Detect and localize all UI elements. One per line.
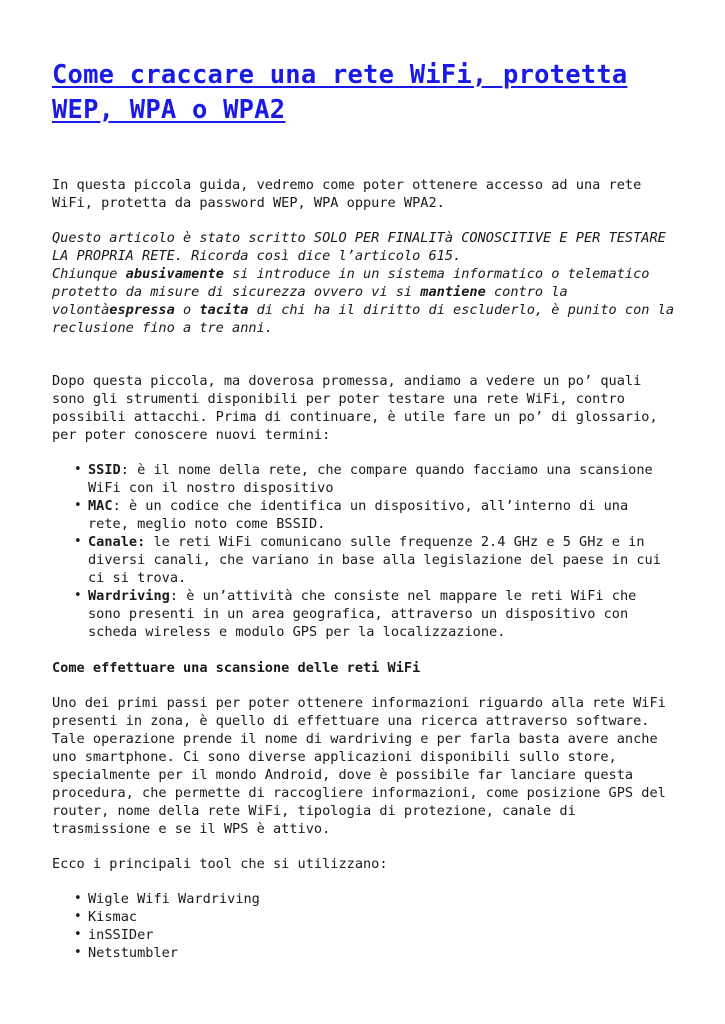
bullet-icon: • <box>74 534 82 549</box>
tools-list <box>52 890 677 962</box>
glossary-list <box>52 461 677 641</box>
bullet-icon: • <box>74 588 82 603</box>
glossary-separator: : <box>120 462 138 478</box>
disclaimer-emphasis: tacita <box>199 302 249 318</box>
tool-name: inSSIDer <box>88 927 154 943</box>
glossary-item <box>52 461 677 497</box>
glossary-description: è il nome della rete, che compare quando facciamo una scansione WiFi con il nostro dispositivo <box>88 462 653 496</box>
article-title-link[interactable]: Come craccare una rete WiFi, protetta WEP, WPA o WPA2 <box>52 60 628 125</box>
scan-paragraph: Uno dei primi passi per poter ottenere informazioni riguardo alla rete WiFi presenti in zona, è quello di effettuare una ricerca attraverso software. Tale operazione prende il nome di wardriving e per farla basta avere anche uno smartphone. Ci sono diverse applicazioni disponibili sullo store, specialmente per il mondo Android, dove è possibile far lanciare questa procedura, che permette di raccogliere informazioni, come posizione GPS del router, nome della rete WiFi, tipologia di protezione, canale di trasmissione e se il WPS è attivo. <box>52 695 666 837</box>
disclaimer-text: si introduce in un sistema informatico o telematico protetto da misure di sicurezza ovvero vi si <box>52 266 650 300</box>
glossary-term: MAC <box>88 498 113 514</box>
disclaimer-emphasis: mantiene <box>420 284 486 300</box>
article-body <box>52 176 677 980</box>
disclaimer-text: di chi ha il diritto di escluderlo, è punito con la reclusione fino a tre anni. <box>52 302 675 336</box>
disclaimer-text: o <box>174 302 200 318</box>
bullet-icon: • <box>74 927 82 942</box>
tool-item <box>52 926 677 944</box>
glossary-separator: : <box>112 498 129 514</box>
disclaimer-line: Questo articolo è stato scritto SOLO PER FINALITà CONOSCITIVE E PER TESTARE LA PROPRIA RETE. Ricorda così dice l’articolo 615. <box>52 230 666 264</box>
tool-name: Wigle Wifi Wardriving <box>88 891 260 907</box>
tool-name: Kismac <box>88 909 138 925</box>
bullet-icon: • <box>74 462 82 477</box>
tools-intro: Ecco i principali tool che si utilizzano: <box>52 856 388 872</box>
glossary-term: Canale: <box>88 534 146 550</box>
glossary-item <box>52 497 677 533</box>
bullet-icon: • <box>74 498 82 513</box>
tool-item <box>52 908 677 926</box>
article <box>52 58 677 961</box>
glossary-description: è un codice che identifica un dispositivo, all’interno di una rete, meglio noto come BSSID. <box>88 498 629 532</box>
scan-heading: Come effettuare una scansione delle reti WiFi <box>52 660 421 676</box>
glossary-description: le reti WiFi comunicano sulle frequenze 2.4 GHz e 5 GHz e in diversi canali, che variano in base alla legislazione del paese in cui ci si trova. <box>88 534 661 586</box>
intro-paragraph: In questa piccola guida, vedremo come poter ottenere accesso ad una rete WiFi, protetta da password WEP, WPA oppure WPA2. <box>52 177 642 211</box>
article-title <box>52 58 677 128</box>
glossary-description: è un’attività che consiste nel mappare le reti WiFi che sono presenti in un area geografica, attraverso un dispositivo con scheda wireless e modulo GPS per la localizzazione. <box>88 588 637 640</box>
disclaimer-text: contro la volontà <box>52 284 568 318</box>
bullet-icon: • <box>74 909 82 924</box>
glossary-item <box>52 587 677 641</box>
disclaimer-text: Chiunque <box>52 266 126 282</box>
glossary-separator: : <box>169 588 187 604</box>
bullet-icon: • <box>74 891 82 906</box>
disclaimer-emphasis: abusivamente <box>125 266 224 282</box>
tool-item <box>52 890 677 908</box>
tool-item <box>52 944 677 962</box>
tool-name: Netstumbler <box>88 945 179 961</box>
glossary-term: Wardriving <box>88 588 170 604</box>
glossary-intro-paragraph: Dopo questa piccola, ma doverosa promessa, andiamo a vedere un po’ quali sono gli strumenti disponibili per poter testare una rete WiFi, contro possibili attacchi. Prima di continuare, è utile fare un po’ di glossario, per poter conoscere nuovi termini: <box>52 373 658 443</box>
glossary-item <box>52 533 677 587</box>
bullet-icon: • <box>74 945 82 960</box>
disclaimer-emphasis: espressa <box>109 302 175 318</box>
glossary-term: SSID <box>88 462 121 478</box>
disclaimer-paragraph <box>52 229 677 337</box>
